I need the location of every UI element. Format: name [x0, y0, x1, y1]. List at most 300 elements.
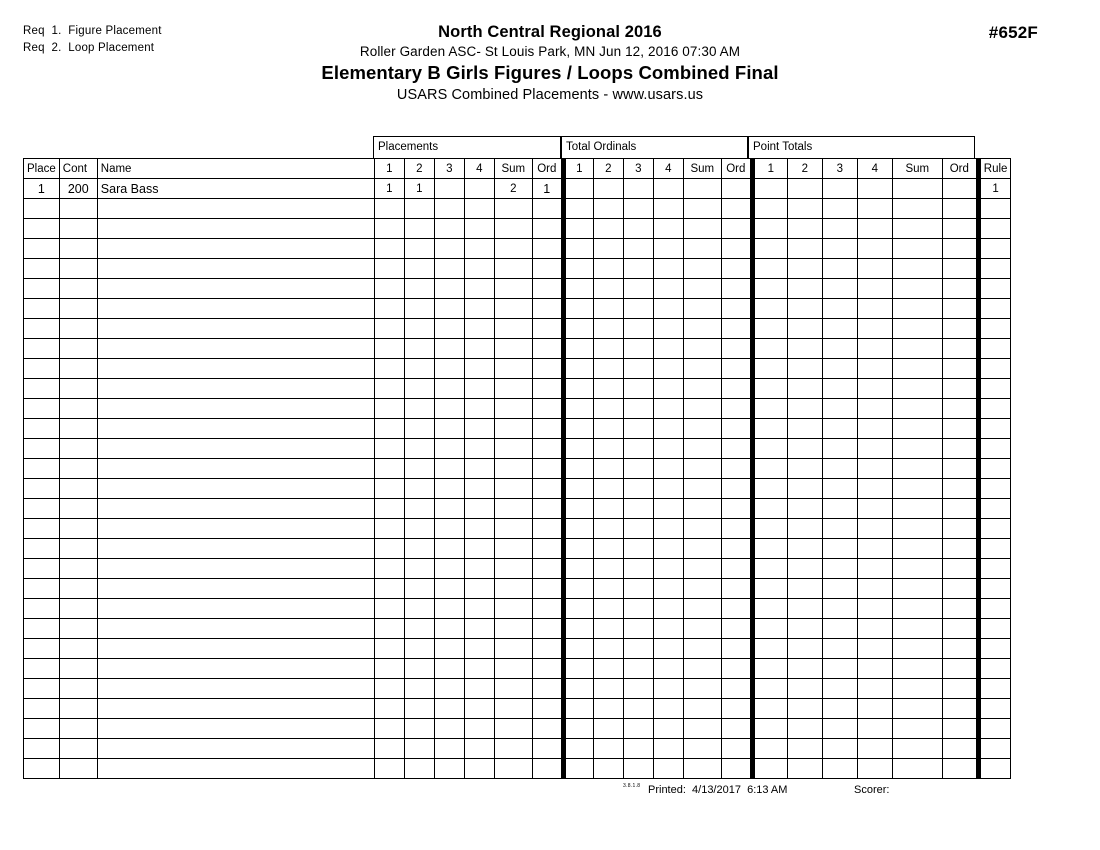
cell-p_ord[interactable] [532, 279, 563, 299]
cell-o3[interactable] [623, 579, 653, 599]
cell-p2[interactable] [404, 319, 434, 339]
table-row[interactable] [24, 539, 1011, 559]
cell-p4[interactable] [464, 339, 494, 359]
cell-p_sum[interactable] [494, 439, 532, 459]
cell-t_ord[interactable] [942, 659, 978, 679]
cell-o1[interactable] [563, 619, 593, 639]
cell-o_sum[interactable] [683, 339, 721, 359]
cell-o3[interactable] [623, 199, 653, 219]
cell-t2[interactable] [787, 579, 822, 599]
cell-o1[interactable] [563, 579, 593, 599]
cell-t_sum[interactable] [892, 459, 942, 479]
cell-o_sum[interactable] [683, 199, 721, 219]
cell-t1[interactable] [752, 399, 787, 419]
cell-o2[interactable] [593, 759, 623, 779]
cell-o_ord[interactable] [721, 619, 752, 639]
table-row[interactable] [24, 519, 1011, 539]
cell-o_ord[interactable] [721, 719, 752, 739]
cell-p1[interactable] [374, 319, 404, 339]
cell-o2[interactable] [593, 459, 623, 479]
cell-o2[interactable] [593, 639, 623, 659]
cell-place[interactable] [24, 559, 60, 579]
cell-o4[interactable] [653, 319, 683, 339]
cell-o4[interactable] [653, 599, 683, 619]
cell-p4[interactable] [464, 659, 494, 679]
cell-place[interactable] [24, 679, 60, 699]
cell-t2[interactable] [787, 639, 822, 659]
cell-p2[interactable] [404, 759, 434, 779]
cell-p3[interactable] [434, 759, 464, 779]
cell-o_sum[interactable] [683, 239, 721, 259]
cell-t2[interactable] [787, 219, 822, 239]
cell-t1[interactable] [752, 739, 787, 759]
cell-p1[interactable] [374, 539, 404, 559]
table-row[interactable] [24, 279, 1011, 299]
cell-p4[interactable] [464, 459, 494, 479]
cell-cont[interactable] [59, 319, 97, 339]
cell-t4[interactable] [857, 579, 892, 599]
table-row[interactable] [24, 599, 1011, 619]
cell-p3[interactable] [434, 399, 464, 419]
cell-name[interactable] [97, 219, 374, 239]
cell-name[interactable] [97, 319, 374, 339]
cell-p4[interactable] [464, 259, 494, 279]
cell-p_sum[interactable] [494, 379, 532, 399]
cell-place[interactable] [24, 659, 60, 679]
cell-o1[interactable] [563, 279, 593, 299]
cell-place[interactable] [24, 459, 60, 479]
cell-o_sum[interactable] [683, 359, 721, 379]
cell-cont[interactable] [59, 459, 97, 479]
cell-o2[interactable] [593, 679, 623, 699]
cell-t1[interactable] [752, 659, 787, 679]
table-row[interactable] [24, 459, 1011, 479]
cell-t3[interactable] [822, 599, 857, 619]
cell-t4[interactable] [857, 179, 892, 199]
cell-t1[interactable] [752, 459, 787, 479]
cell-p1[interactable] [374, 679, 404, 699]
cell-t4[interactable] [857, 499, 892, 519]
cell-p_ord[interactable] [532, 239, 563, 259]
cell-p2[interactable] [404, 719, 434, 739]
cell-o_sum[interactable] [683, 639, 721, 659]
cell-t_sum[interactable] [892, 439, 942, 459]
cell-rule[interactable] [978, 459, 1011, 479]
cell-place[interactable] [24, 639, 60, 659]
cell-o_sum[interactable] [683, 759, 721, 779]
cell-t3[interactable] [822, 279, 857, 299]
cell-t_sum[interactable] [892, 279, 942, 299]
cell-t_ord[interactable] [942, 199, 978, 219]
cell-t_ord[interactable] [942, 439, 978, 459]
cell-p_ord[interactable] [532, 539, 563, 559]
cell-p_ord[interactable] [532, 299, 563, 319]
cell-t_ord[interactable] [942, 539, 978, 559]
cell-t2[interactable] [787, 679, 822, 699]
cell-o4[interactable] [653, 559, 683, 579]
cell-o3[interactable] [623, 439, 653, 459]
cell-t1[interactable] [752, 239, 787, 259]
cell-o_ord[interactable] [721, 439, 752, 459]
cell-p1[interactable]: 1 [374, 179, 404, 199]
cell-p2[interactable] [404, 279, 434, 299]
cell-name[interactable] [97, 679, 374, 699]
cell-t4[interactable] [857, 199, 892, 219]
cell-o4[interactable] [653, 579, 683, 599]
cell-p_sum[interactable] [494, 679, 532, 699]
cell-o_ord[interactable] [721, 659, 752, 679]
cell-o1[interactable] [563, 459, 593, 479]
cell-o2[interactable] [593, 579, 623, 599]
cell-rule[interactable] [978, 399, 1011, 419]
cell-o_ord[interactable] [721, 679, 752, 699]
cell-p_ord[interactable] [532, 379, 563, 399]
cell-o3[interactable] [623, 519, 653, 539]
cell-o4[interactable] [653, 719, 683, 739]
cell-o4[interactable] [653, 439, 683, 459]
cell-rule[interactable] [978, 659, 1011, 679]
cell-o2[interactable] [593, 279, 623, 299]
cell-t_ord[interactable] [942, 399, 978, 419]
cell-o2[interactable] [593, 699, 623, 719]
cell-p2[interactable] [404, 299, 434, 319]
cell-place[interactable] [24, 219, 60, 239]
cell-t2[interactable] [787, 439, 822, 459]
cell-t3[interactable] [822, 319, 857, 339]
cell-p3[interactable] [434, 319, 464, 339]
cell-t2[interactable] [787, 399, 822, 419]
cell-p3[interactable] [434, 439, 464, 459]
cell-p_ord[interactable] [532, 219, 563, 239]
cell-t2[interactable] [787, 719, 822, 739]
cell-t3[interactable] [822, 559, 857, 579]
cell-p2[interactable] [404, 479, 434, 499]
cell-t3[interactable] [822, 399, 857, 419]
cell-o2[interactable] [593, 339, 623, 359]
cell-o4[interactable] [653, 699, 683, 719]
cell-place[interactable] [24, 359, 60, 379]
cell-o_ord[interactable] [721, 399, 752, 419]
cell-t2[interactable] [787, 759, 822, 779]
cell-t_ord[interactable] [942, 319, 978, 339]
cell-t_ord[interactable] [942, 459, 978, 479]
cell-o4[interactable] [653, 499, 683, 519]
cell-t3[interactable] [822, 239, 857, 259]
cell-name[interactable] [97, 739, 374, 759]
cell-o3[interactable] [623, 499, 653, 519]
cell-t3[interactable] [822, 299, 857, 319]
cell-t_sum[interactable] [892, 639, 942, 659]
cell-t1[interactable] [752, 699, 787, 719]
cell-t2[interactable] [787, 239, 822, 259]
cell-t_ord[interactable] [942, 759, 978, 779]
cell-t_ord[interactable] [942, 259, 978, 279]
cell-rule[interactable] [978, 339, 1011, 359]
cell-t4[interactable] [857, 399, 892, 419]
cell-t3[interactable] [822, 379, 857, 399]
cell-p1[interactable] [374, 419, 404, 439]
cell-t2[interactable] [787, 599, 822, 619]
cell-o1[interactable] [563, 759, 593, 779]
cell-p2[interactable] [404, 639, 434, 659]
cell-p1[interactable] [374, 699, 404, 719]
cell-o_ord[interactable] [721, 699, 752, 719]
cell-p1[interactable] [374, 259, 404, 279]
cell-place[interactable] [24, 699, 60, 719]
cell-p4[interactable] [464, 559, 494, 579]
cell-t4[interactable] [857, 699, 892, 719]
cell-t_ord[interactable] [942, 519, 978, 539]
cell-p_sum[interactable]: 2 [494, 179, 532, 199]
cell-place[interactable] [24, 479, 60, 499]
cell-p_ord[interactable] [532, 699, 563, 719]
cell-rule[interactable]: 1 [978, 179, 1011, 199]
cell-t3[interactable] [822, 459, 857, 479]
cell-p_sum[interactable] [494, 759, 532, 779]
cell-t2[interactable] [787, 499, 822, 519]
cell-p2[interactable] [404, 739, 434, 759]
cell-p3[interactable] [434, 279, 464, 299]
cell-rule[interactable] [978, 219, 1011, 239]
cell-cont[interactable] [59, 379, 97, 399]
cell-name[interactable] [97, 759, 374, 779]
cell-name[interactable] [97, 359, 374, 379]
cell-p1[interactable] [374, 339, 404, 359]
cell-o3[interactable] [623, 239, 653, 259]
cell-p2[interactable] [404, 539, 434, 559]
cell-t1[interactable] [752, 619, 787, 639]
cell-cont[interactable] [59, 539, 97, 559]
cell-p1[interactable] [374, 619, 404, 639]
cell-t2[interactable] [787, 339, 822, 359]
cell-t_sum[interactable] [892, 479, 942, 499]
cell-p3[interactable] [434, 559, 464, 579]
cell-rule[interactable] [978, 299, 1011, 319]
cell-o4[interactable] [653, 679, 683, 699]
cell-o_sum[interactable] [683, 219, 721, 239]
cell-p_sum[interactable] [494, 499, 532, 519]
cell-cont[interactable] [59, 639, 97, 659]
cell-o_sum[interactable] [683, 699, 721, 719]
cell-t4[interactable] [857, 279, 892, 299]
cell-name[interactable] [97, 539, 374, 559]
cell-o2[interactable] [593, 219, 623, 239]
cell-t4[interactable] [857, 319, 892, 339]
cell-t_ord[interactable] [942, 559, 978, 579]
cell-t4[interactable] [857, 299, 892, 319]
cell-t1[interactable] [752, 499, 787, 519]
cell-o4[interactable] [653, 179, 683, 199]
cell-p1[interactable] [374, 219, 404, 239]
cell-t4[interactable] [857, 459, 892, 479]
table-row[interactable] [24, 379, 1011, 399]
cell-p_sum[interactable] [494, 359, 532, 379]
cell-t_ord[interactable] [942, 339, 978, 359]
cell-p4[interactable] [464, 739, 494, 759]
cell-o1[interactable] [563, 719, 593, 739]
cell-name[interactable] [97, 419, 374, 439]
cell-t4[interactable] [857, 519, 892, 539]
cell-place[interactable] [24, 539, 60, 559]
cell-cont[interactable] [59, 479, 97, 499]
cell-o2[interactable] [593, 199, 623, 219]
cell-rule[interactable] [978, 319, 1011, 339]
cell-place[interactable] [24, 519, 60, 539]
cell-p4[interactable] [464, 359, 494, 379]
cell-p1[interactable] [374, 499, 404, 519]
cell-rule[interactable] [978, 379, 1011, 399]
cell-p3[interactable] [434, 699, 464, 719]
cell-p_sum[interactable] [494, 739, 532, 759]
cell-p4[interactable] [464, 719, 494, 739]
cell-o1[interactable] [563, 559, 593, 579]
cell-place[interactable] [24, 739, 60, 759]
cell-p4[interactable] [464, 539, 494, 559]
cell-p3[interactable] [434, 719, 464, 739]
cell-t3[interactable] [822, 359, 857, 379]
cell-p1[interactable] [374, 279, 404, 299]
cell-p_sum[interactable] [494, 339, 532, 359]
cell-t_ord[interactable] [942, 599, 978, 619]
table-row[interactable] [24, 719, 1011, 739]
cell-o_sum[interactable] [683, 519, 721, 539]
cell-o4[interactable] [653, 519, 683, 539]
table-row[interactable] [24, 199, 1011, 219]
cell-p_ord[interactable] [532, 419, 563, 439]
cell-p4[interactable] [464, 699, 494, 719]
cell-p4[interactable] [464, 239, 494, 259]
cell-t1[interactable] [752, 359, 787, 379]
cell-t_sum[interactable] [892, 299, 942, 319]
cell-cont[interactable] [59, 299, 97, 319]
cell-t3[interactable] [822, 759, 857, 779]
cell-place[interactable]: 1 [24, 179, 60, 199]
table-row[interactable] [24, 179, 1011, 199]
cell-p2[interactable] [404, 399, 434, 419]
cell-o2[interactable] [593, 419, 623, 439]
cell-o_ord[interactable] [721, 179, 752, 199]
cell-t3[interactable] [822, 339, 857, 359]
cell-rule[interactable] [978, 559, 1011, 579]
cell-o3[interactable] [623, 739, 653, 759]
cell-t_ord[interactable] [942, 419, 978, 439]
cell-p2[interactable] [404, 359, 434, 379]
cell-place[interactable] [24, 759, 60, 779]
cell-place[interactable] [24, 279, 60, 299]
cell-o_sum[interactable] [683, 539, 721, 559]
cell-o4[interactable] [653, 419, 683, 439]
cell-t2[interactable] [787, 199, 822, 219]
cell-t1[interactable] [752, 179, 787, 199]
cell-p1[interactable] [374, 359, 404, 379]
cell-o2[interactable] [593, 259, 623, 279]
cell-t4[interactable] [857, 219, 892, 239]
cell-o3[interactable] [623, 399, 653, 419]
table-row[interactable] [24, 659, 1011, 679]
cell-t_sum[interactable] [892, 719, 942, 739]
cell-p3[interactable] [434, 579, 464, 599]
cell-p_ord[interactable]: 1 [532, 179, 563, 199]
cell-p_ord[interactable] [532, 759, 563, 779]
table-row[interactable] [24, 219, 1011, 239]
cell-o_ord[interactable] [721, 759, 752, 779]
cell-rule[interactable] [978, 519, 1011, 539]
cell-o2[interactable] [593, 379, 623, 399]
cell-cont[interactable] [59, 519, 97, 539]
cell-p_sum[interactable] [494, 259, 532, 279]
cell-t3[interactable] [822, 719, 857, 739]
cell-o3[interactable] [623, 699, 653, 719]
cell-o1[interactable] [563, 339, 593, 359]
cell-place[interactable] [24, 619, 60, 639]
cell-t_sum[interactable] [892, 319, 942, 339]
cell-name[interactable] [97, 299, 374, 319]
cell-p_sum[interactable] [494, 279, 532, 299]
cell-p_sum[interactable] [494, 319, 532, 339]
cell-place[interactable] [24, 259, 60, 279]
cell-o2[interactable] [593, 739, 623, 759]
cell-place[interactable] [24, 379, 60, 399]
cell-p3[interactable] [434, 459, 464, 479]
cell-t2[interactable] [787, 279, 822, 299]
cell-t_sum[interactable] [892, 199, 942, 219]
cell-p4[interactable] [464, 479, 494, 499]
cell-o4[interactable] [653, 359, 683, 379]
cell-name[interactable] [97, 479, 374, 499]
cell-place[interactable] [24, 299, 60, 319]
cell-o1[interactable] [563, 599, 593, 619]
cell-p2[interactable]: 1 [404, 179, 434, 199]
cell-t4[interactable] [857, 339, 892, 359]
cell-rule[interactable] [978, 239, 1011, 259]
cell-p4[interactable] [464, 579, 494, 599]
cell-t4[interactable] [857, 479, 892, 499]
cell-place[interactable] [24, 339, 60, 359]
cell-o3[interactable] [623, 619, 653, 639]
cell-place[interactable] [24, 399, 60, 419]
cell-p_ord[interactable] [532, 719, 563, 739]
cell-o_sum[interactable] [683, 259, 721, 279]
cell-t2[interactable] [787, 479, 822, 499]
cell-rule[interactable] [978, 759, 1011, 779]
cell-o3[interactable] [623, 659, 653, 679]
cell-p_sum[interactable] [494, 599, 532, 619]
cell-t1[interactable] [752, 579, 787, 599]
cell-p_ord[interactable] [532, 499, 563, 519]
cell-p1[interactable] [374, 299, 404, 319]
cell-o_ord[interactable] [721, 419, 752, 439]
cell-rule[interactable] [978, 499, 1011, 519]
cell-p1[interactable] [374, 399, 404, 419]
cell-t_sum[interactable] [892, 399, 942, 419]
cell-p_ord[interactable] [532, 599, 563, 619]
cell-p1[interactable] [374, 479, 404, 499]
cell-t_ord[interactable] [942, 639, 978, 659]
cell-t_ord[interactable] [942, 719, 978, 739]
cell-t_sum[interactable] [892, 179, 942, 199]
table-row[interactable] [24, 739, 1011, 759]
cell-p3[interactable] [434, 499, 464, 519]
cell-t4[interactable] [857, 239, 892, 259]
table-row[interactable] [24, 759, 1011, 779]
table-row[interactable] [24, 479, 1011, 499]
table-row[interactable] [24, 359, 1011, 379]
cell-o4[interactable] [653, 399, 683, 419]
cell-o_ord[interactable] [721, 739, 752, 759]
cell-t1[interactable] [752, 599, 787, 619]
cell-p4[interactable] [464, 299, 494, 319]
cell-o1[interactable] [563, 319, 593, 339]
